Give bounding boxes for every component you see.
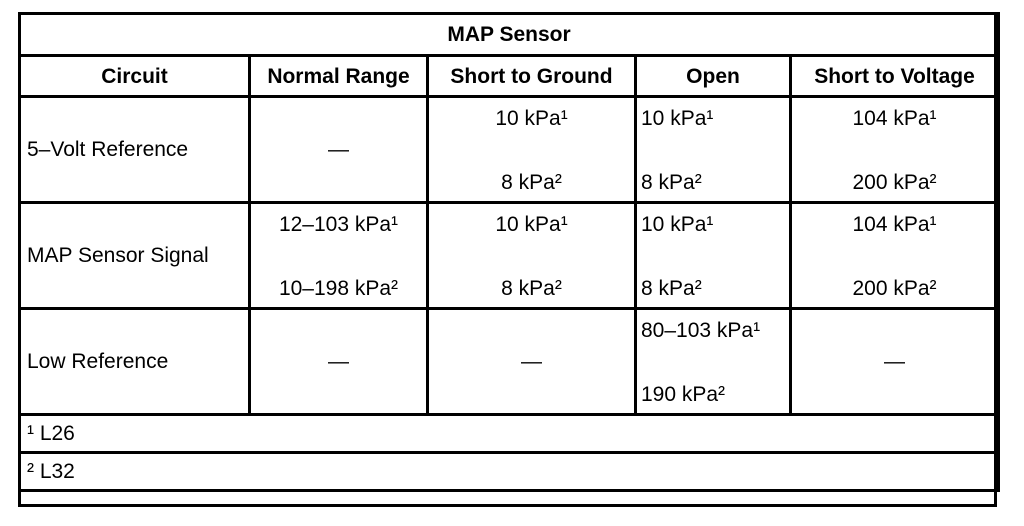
header-short-to-voltage: Short to Voltage	[791, 56, 999, 97]
value-l26: 10 kPa¹	[495, 213, 568, 236]
value-l26: 104 kPa¹	[852, 107, 937, 130]
short-to-ground-cell: —	[428, 309, 636, 415]
value-l32: 8 kPa²	[501, 277, 562, 300]
normal-range-cell	[250, 203, 428, 309]
circuit-cell: MAP Sensor Signal	[20, 203, 250, 309]
table-row	[20, 97, 999, 203]
footnote-2: ² L32	[20, 453, 999, 491]
table-row	[20, 309, 999, 415]
open-cell	[636, 309, 791, 415]
short-to-ground-cell	[428, 97, 636, 203]
open-cell	[636, 97, 791, 203]
value-l32: 8 kPa²	[641, 171, 702, 194]
value-l26: 10 kPa¹	[641, 213, 714, 236]
value-l26: 104 kPa¹	[852, 213, 937, 236]
value-l26: 10 kPa¹	[641, 107, 714, 130]
value-l32: 8 kPa²	[641, 277, 702, 300]
open-cell	[636, 203, 791, 309]
short-to-voltage-cell	[791, 203, 999, 309]
value-l32: 200 kPa²	[852, 171, 937, 194]
normal-range-cell: —	[250, 309, 428, 415]
footnote-1: ¹ L26	[20, 415, 999, 453]
table-row	[20, 203, 999, 309]
value-l26: 12–103 kPa¹	[278, 213, 399, 236]
value-l32: 8 kPa²	[501, 171, 562, 194]
value-l32: 200 kPa²	[852, 277, 937, 300]
value-l32: 190 kPa²	[641, 383, 726, 406]
value-l32: 10–198 kPa²	[278, 277, 399, 300]
value-l26: 80–103 kPa¹	[641, 319, 761, 342]
header-open: Open	[636, 56, 791, 97]
short-to-ground-cell	[428, 203, 636, 309]
short-to-voltage-cell	[791, 97, 999, 203]
value-l26: 10 kPa¹	[495, 107, 568, 130]
header-short-to-ground: Short to Ground	[428, 56, 636, 97]
short-to-voltage-cell: —	[791, 309, 999, 415]
table-title: MAP Sensor	[20, 14, 999, 56]
circuit-cell: Low Reference	[20, 309, 250, 415]
header-normal-range: Normal Range	[250, 56, 428, 97]
map-sensor-table	[18, 12, 1000, 492]
normal-range-cell: —	[250, 97, 428, 203]
circuit-cell: 5–Volt Reference	[20, 97, 250, 203]
header-circuit: Circuit	[20, 56, 250, 97]
